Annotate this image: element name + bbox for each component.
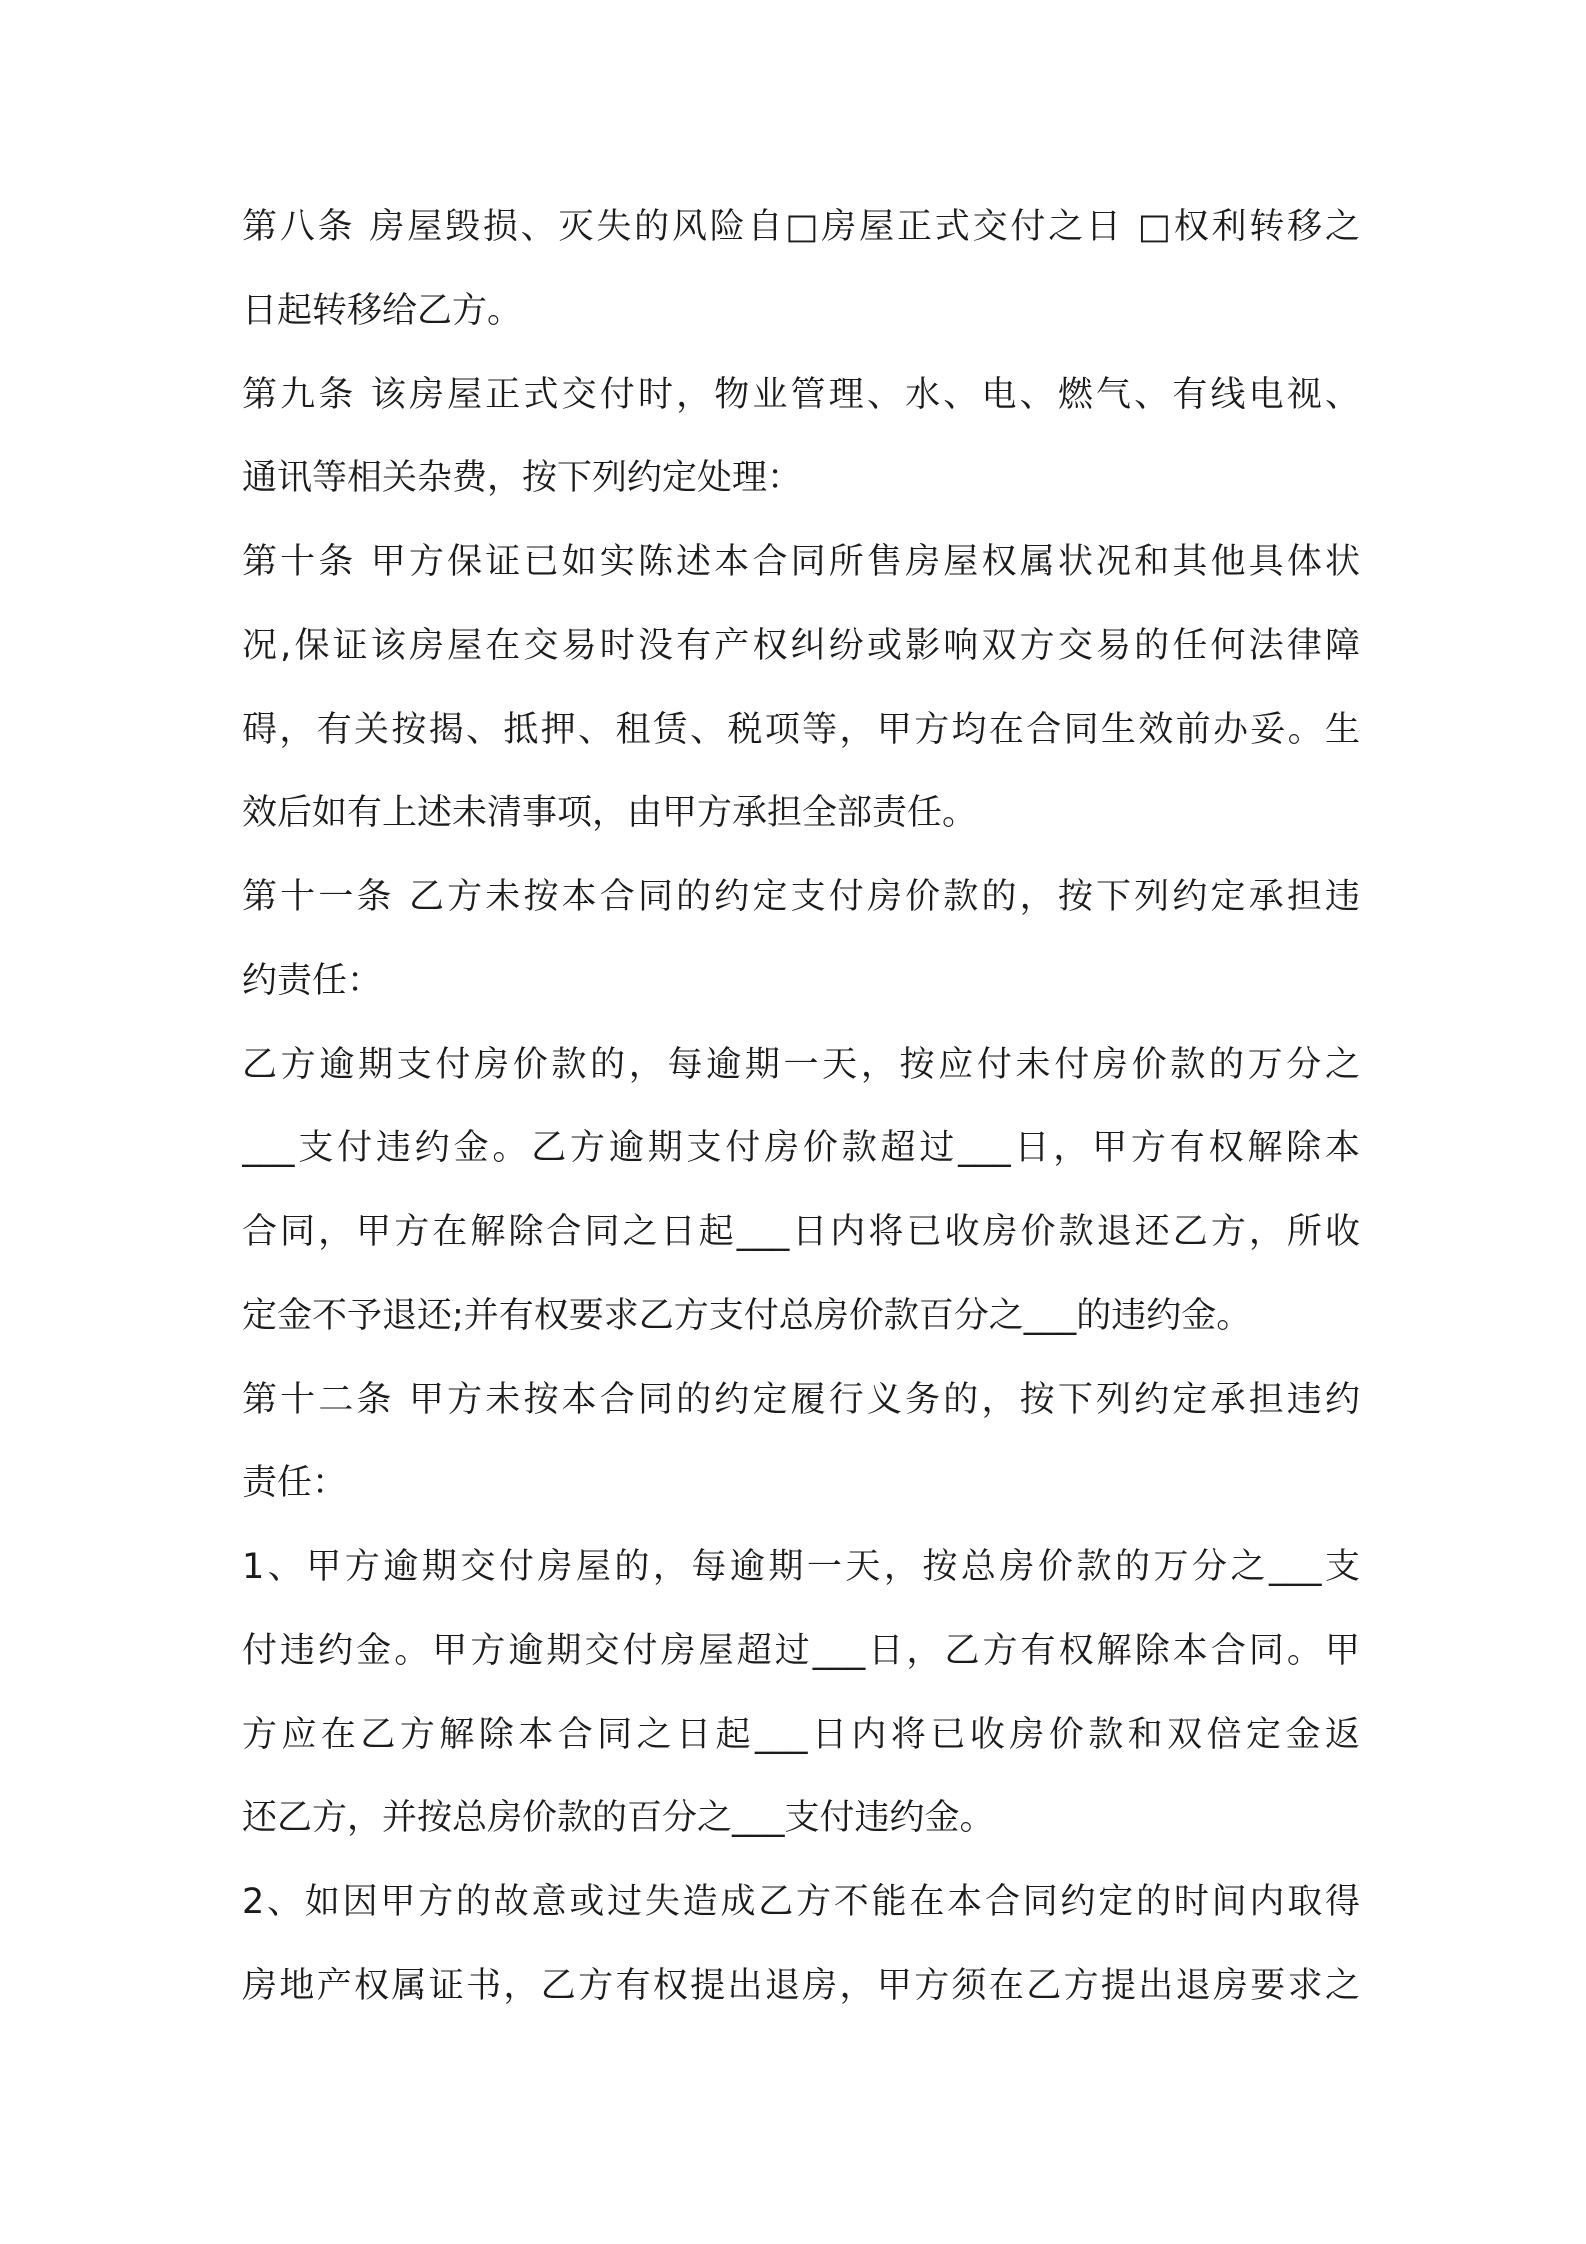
text-line: 1、甲方逾期交付房屋的，每逾期一天，按总房价款的万分之___支 [242,1547,1360,1587]
text-line: 付违约金。甲方逾期交付房屋超过___日，乙方有权解除本合同。甲 [242,1630,1360,1671]
clause-12-item-2-paragraph [242,1861,1360,2029]
text-line: 方应在乙方解除本合同之日起___日内将已收房价款和双倍定金返 [242,1714,1360,1755]
text-line: 效后如有上述未清事项，由甲方承担全部责任。 [242,793,978,834]
clause-8-paragraph [242,186,1360,354]
text-line: 定金不予退还;并有权要求乙方支付总房价款百分之___的违约金。 [242,1295,1252,1336]
text-line: ___支付违约金。乙方逾期支付房价款超过___日，甲方有权解除本 [242,1128,1360,1169]
text-line: 合同，甲方在解除合同之日起___日内将已收房价款退还乙方，所收 [242,1212,1360,1252]
text-line: 日起转移给乙方。 [242,290,523,331]
text-line: 乙方逾期支付房价款的，每逾期一天，按应付未付房价款的万分之 [242,1044,1360,1085]
text-line: 通讯等相关杂费，按下列约定处理： [242,458,803,499]
clause-12-paragraph [242,1359,1360,1527]
document-page [242,186,1360,2029]
clause-11-detail-paragraph [242,1024,1360,1359]
text-line: 第十条 甲方保证已如实陈述本合同所售房屋权属状况和其他具体状 [242,542,1360,582]
text-line: 第九条 该房屋正式交付时，物业管理、水、电、燃气、有线电视、 [242,374,1360,415]
text-line: 第八条 房屋毁损、灭失的风险自□房屋正式交付之日 □权利转移之 [242,207,1360,247]
clause-11-paragraph [242,856,1360,1024]
text-line: 还乙方，并按总房价款的百分之___支付违约金。 [242,1798,995,1839]
text-line: 责任： [242,1463,348,1504]
text-line: 第十二条 甲方未按本合同的约定履行义务的，按下列约定承担违约 [242,1379,1360,1420]
text-line: 碍，有关按揭、抵押、租赁、税项等，甲方均在合同生效前办妥。生 [242,709,1360,750]
text-line: 约责任： [242,960,383,1001]
text-line: 况,保证该房屋在交易时没有产权纠纷或影响双方交易的任何法律障 [242,625,1360,666]
clause-12-item-1-paragraph [242,1526,1360,1861]
text-line: 2、如因甲方的故意或过失造成乙方不能在本合同约定的时间内取得 [242,1882,1360,1922]
clause-10-paragraph [242,521,1360,856]
clause-9-paragraph [242,354,1360,522]
text-line: 房地产权属证书，乙方有权提出退房，甲方须在乙方提出退房要求之 [242,1965,1360,2006]
text-line: 第十一条 乙方未按本合同的约定支付房价款的，按下列约定承担违 [242,877,1360,917]
